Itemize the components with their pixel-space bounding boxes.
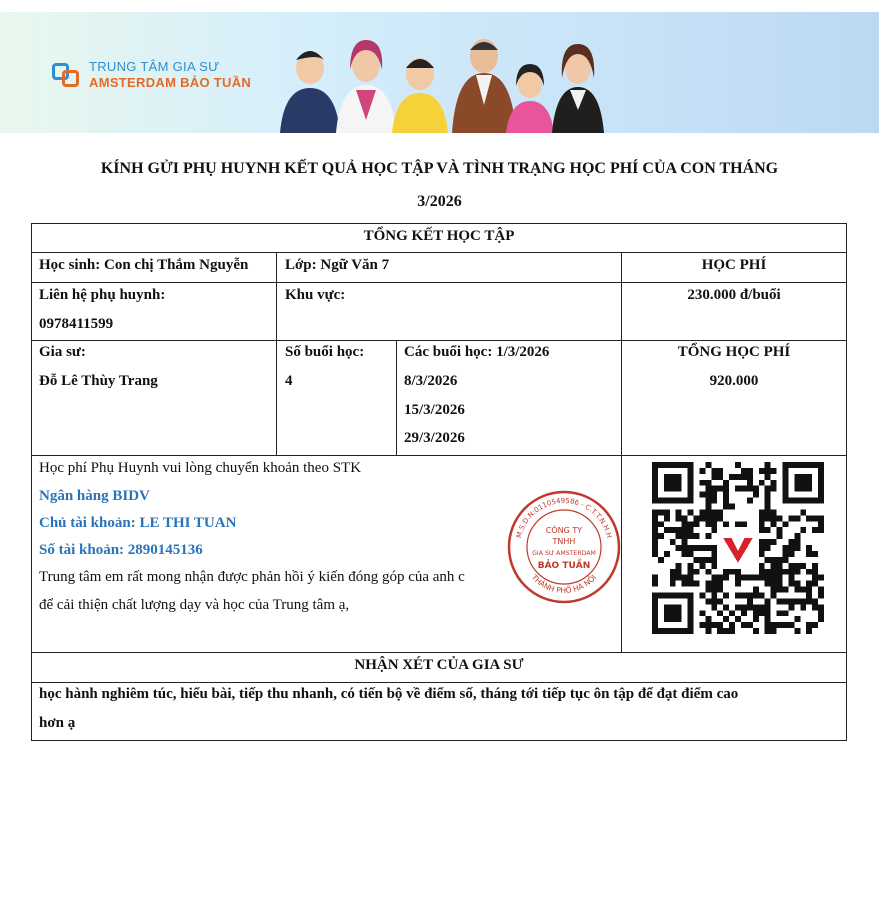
session-date: 15/3/2026 [404,402,465,418]
review-line1: học hành nghiêm túc, hiểu bài, tiếp thu nhanh, có tiến bộ về điểm số, tháng tới tiếp tục ôn tập để đạt điểm cao [39,686,739,702]
brand-logo [52,59,251,91]
tutor-label: Gia sư: [39,344,86,360]
company-stamp [506,489,622,605]
parent-contact-label: Liên hệ phụ huynh: [39,287,166,303]
area-label: Khu vực: [285,287,346,303]
stamp-line2: TNHH [552,537,576,546]
brand-line1: TRUNG TÂM GIA SƯ [89,59,220,74]
tutor-name: Đỗ Lê Thùy Trang [39,373,158,389]
report-heading-line1: KÍNH GỬI PHỤ HUYNH KẾT QUẢ HỌC TẬP VÀ TÌNH TRẠNG HỌC PHÍ CỦA CON THÁNG [100,160,779,177]
parent-phone: 0978411599 [39,316,114,332]
account-holder: Chủ tài khoản: LE THI TUAN [39,515,237,531]
sessions-label: Số buổi học: [285,344,365,360]
stamp-line3: GIA SƯ AMSTERDAM [532,550,596,557]
fee-header: HỌC PHÍ [701,257,767,273]
brand-line2: AMSTERDAM BẢO TUẦN [89,75,252,90]
account-number: Số tài khoản: 2890145136 [39,542,203,558]
session-date: 29/3/2026 [404,430,465,446]
header-banner [0,12,879,133]
bank-name: Ngân hàng BIDV [39,488,150,504]
total-fee-value: 920.000 [709,373,759,389]
fee-value: 230.000 đ/buổi [687,287,781,303]
table-title: TỔNG KẾT HỌC TẬP [363,228,515,244]
review-title: NHẬN XÉT CỦA GIA SƯ [354,657,524,673]
review-line2: hơn ạ [39,715,76,731]
report-heading-line2: 3/2026 [417,193,462,210]
stamp-line1: CÔNG TY [545,526,583,535]
feedback-line2: để cải thiện chất lượng dạy và học của Trung tâm ạ, [39,597,350,613]
total-fee-label: TỔNG HỌC PHÍ [677,344,791,360]
stamp-line4: BẢO TUẦN [537,561,591,571]
session-date: 8/3/2026 [404,373,458,389]
session-date: Các buổi học: 1/3/2026 [404,344,550,360]
stamp-ring-top: M.S.D.N:0110549586 - C.T.T.N.H.H [514,496,614,539]
summary-table [31,223,847,741]
people-photo [270,30,610,133]
class-name: Lớp: Ngữ Văn 7 [285,257,390,273]
student-name: Học sinh: Con chị Thắm Nguyễn [39,257,249,273]
qr-code [652,460,824,636]
logo-icon [52,61,82,89]
payment-instruction: Học phí Phụ Huynh vui lòng chuyển khoản theo STK [39,460,362,476]
stamp-ring-bottom: THÀNH PHỐ HÀ NỘI [529,572,599,596]
sessions-count: 4 [285,373,293,389]
feedback-line1: Trung tâm em rất mong nhận được phản hồi ý kiến đóng góp của anh c [39,569,465,585]
